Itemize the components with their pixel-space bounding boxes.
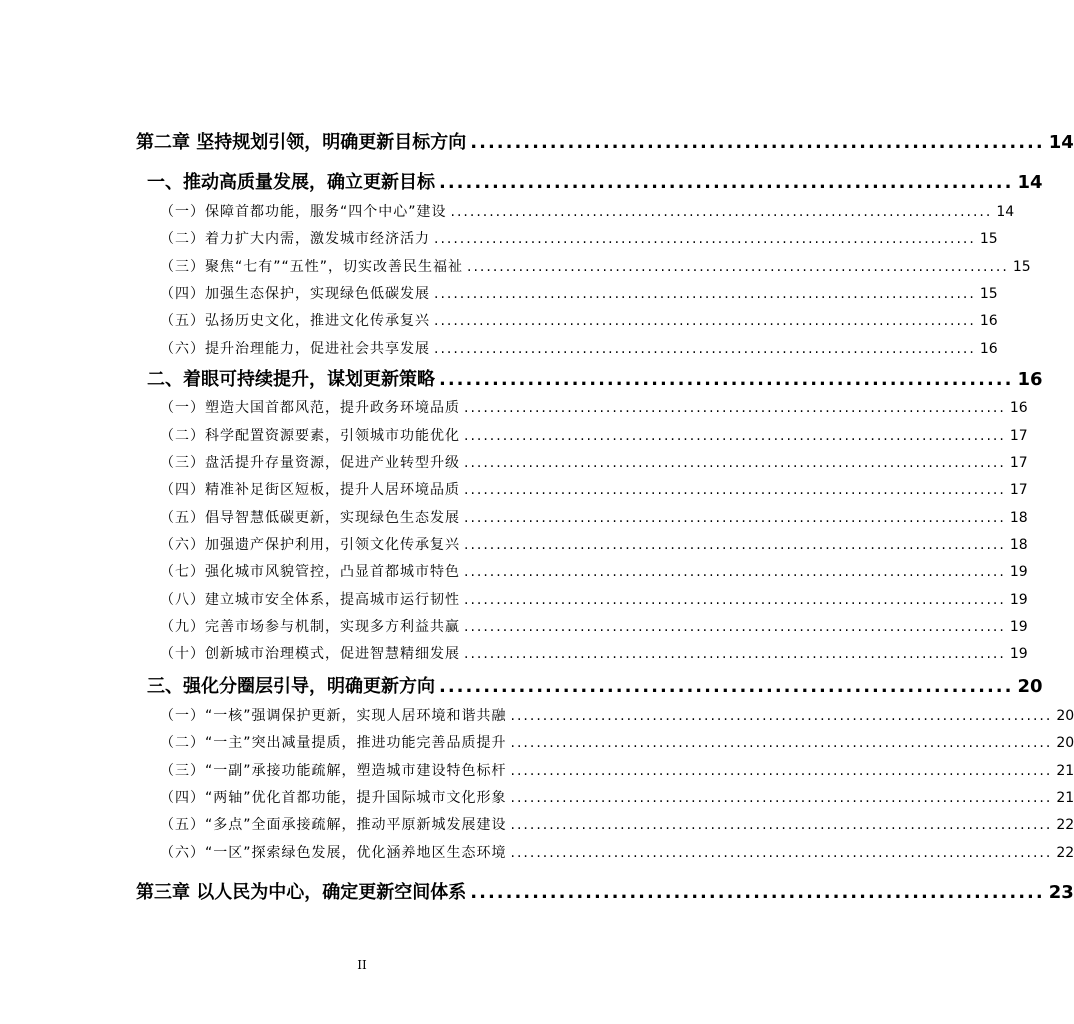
toc-page-number: 20 <box>1056 735 1074 751</box>
toc-page-number: 19 <box>1009 646 1028 662</box>
toc-title: 三、强化分圈层引导，明确更新方向 <box>147 676 435 697</box>
dot-leader: ................................................................. <box>439 676 1014 697</box>
dot-leader: ................................................................. <box>470 132 1045 153</box>
toc-page-number: 14 <box>1048 132 1074 153</box>
toc-title: （三）盘活提升存量资源，促进产业转型升级 <box>160 455 460 471</box>
toc-item[interactable] <box>160 338 998 358</box>
toc-item[interactable] <box>160 201 1015 221</box>
toc-page-number: 16 <box>979 341 998 357</box>
toc-title: （四）精准补足街区短板，提升人居环境品质 <box>160 482 460 498</box>
dot-leader: .................................................................................... <box>510 735 1053 751</box>
toc-item[interactable] <box>160 616 1028 636</box>
toc-item[interactable] <box>160 425 1028 445</box>
dot-leader: .................................................................................... <box>464 510 1006 526</box>
toc-title: 二、着眼可持续提升，谋划更新策略 <box>147 369 435 390</box>
toc-page-number: 16 <box>1017 369 1043 390</box>
toc-section[interactable] <box>147 168 1043 194</box>
toc-chapter[interactable] <box>136 128 1074 154</box>
toc-title: （四）“两轴”优化首都功能，提升国际城市文化形象 <box>160 790 507 806</box>
dot-leader: .................................................................................... <box>464 482 1006 498</box>
dot-leader: .................................................................................... <box>510 763 1053 779</box>
toc-page-number: 16 <box>1009 400 1028 416</box>
toc-page-number: 20 <box>1056 708 1074 724</box>
toc-title: （三）“一副”承接功能疏解，塑造城市建设特色标杆 <box>160 763 507 779</box>
toc-title: （四）加强生态保护，实现绿色低碳发展 <box>160 286 430 302</box>
toc-title: （十）创新城市治理模式，促进智慧精细发展 <box>160 646 460 662</box>
toc-page-number: 21 <box>1056 790 1074 806</box>
dot-leader: ................................................................. <box>439 369 1014 390</box>
toc-item[interactable] <box>160 397 1028 417</box>
toc-title: （三）聚焦“七有”“五性”，切实改善民生福祉 <box>160 259 464 275</box>
dot-leader: .................................................................................... <box>464 619 1006 635</box>
toc-item[interactable] <box>160 507 1028 527</box>
toc-page-number: 15 <box>979 286 998 302</box>
toc-item[interactable] <box>160 228 998 248</box>
toc-title: （六）加强遗产保护利用，引领文化传承复兴 <box>160 537 460 553</box>
toc-item[interactable] <box>160 787 1074 807</box>
dot-leader: .................................................................................... <box>510 790 1053 806</box>
dot-leader: .................................................................................... <box>464 400 1006 416</box>
toc-item[interactable] <box>160 814 1074 834</box>
toc-item[interactable] <box>160 283 998 303</box>
toc-item[interactable] <box>160 479 1028 499</box>
page-footer-number: II <box>357 958 367 972</box>
toc-item[interactable] <box>160 561 1028 581</box>
dot-leader: .................................................................................... <box>467 259 1009 275</box>
dot-leader: .................................................................................... <box>464 646 1006 662</box>
dot-leader: .................................................................................... <box>464 564 1006 580</box>
toc-item[interactable] <box>160 760 1074 780</box>
dot-leader: .................................................................................... <box>464 428 1006 444</box>
toc-item[interactable] <box>160 589 1028 609</box>
dot-leader: .................................................................................... <box>464 592 1006 608</box>
toc-item[interactable] <box>160 534 1028 554</box>
toc-item[interactable] <box>160 643 1028 663</box>
toc-page-number: 17 <box>1009 482 1028 498</box>
toc-item[interactable] <box>160 842 1074 862</box>
dot-leader: .................................................................................... <box>464 455 1006 471</box>
toc-title: （一）“一核”强调保护更新，实现人居环境和谐共融 <box>160 708 507 724</box>
dot-leader: ................................................................. <box>439 172 1014 193</box>
toc-title: （一）塑造大国首都风范，提升政务环境品质 <box>160 400 460 416</box>
toc-page-number: 14 <box>996 204 1015 220</box>
toc-page-number: 19 <box>1009 592 1028 608</box>
dot-leader: .................................................................................... <box>510 708 1053 724</box>
toc-title: 一、推动高质量发展，确立更新目标 <box>147 172 435 193</box>
toc-page-number: 21 <box>1056 763 1074 779</box>
toc-section[interactable] <box>147 365 1043 391</box>
toc-page-number: 17 <box>1009 455 1028 471</box>
toc-chapter[interactable] <box>136 878 1074 904</box>
toc-title: （五）弘扬历史文化，推进文化传承复兴 <box>160 313 430 329</box>
dot-leader: .................................................................................... <box>434 231 976 247</box>
toc-page-number: 20 <box>1017 676 1043 697</box>
toc-page-number: 14 <box>1017 172 1043 193</box>
dot-leader: .................................................................................... <box>510 845 1053 861</box>
toc-title: （二）“一主”突出减量提质，推进功能完善品质提升 <box>160 735 507 751</box>
toc-title: （六）“一区”探索绿色发展，优化涵养地区生态环境 <box>160 845 507 861</box>
toc-page-number: 19 <box>1009 564 1028 580</box>
toc-item[interactable] <box>160 310 998 330</box>
toc-item[interactable] <box>160 705 1074 725</box>
toc-item[interactable] <box>160 256 1031 276</box>
dot-leader: .................................................................................... <box>434 313 976 329</box>
dot-leader: ................................................................. <box>470 882 1045 903</box>
dot-leader: .................................................................................... <box>434 341 976 357</box>
toc-title: （二）着力扩大内需，激发城市经济活力 <box>160 231 430 247</box>
toc-title: （六）提升治理能力，促进社会共享发展 <box>160 341 430 357</box>
toc-title: （七）强化城市风貌管控，凸显首都城市特色 <box>160 564 460 580</box>
toc-page-number: 15 <box>979 231 998 247</box>
toc-page-number: 18 <box>1009 510 1028 526</box>
toc-title: 第二章 坚持规划引领，明确更新目标方向 <box>136 132 467 153</box>
toc-title: （二）科学配置资源要素，引领城市功能优化 <box>160 428 460 444</box>
toc-title: （八）建立城市安全体系，提高城市运行韧性 <box>160 592 460 608</box>
toc-title: （九）完善市场参与机制，实现多方利益共赢 <box>160 619 460 635</box>
toc-section[interactable] <box>147 672 1043 698</box>
toc-page-number: 15 <box>1012 259 1031 275</box>
toc-page-number: 16 <box>979 313 998 329</box>
toc-page-number: 19 <box>1009 619 1028 635</box>
toc-title: 第三章 以人民为中心，确定更新空间体系 <box>136 882 467 903</box>
dot-leader: .................................................................................... <box>434 286 976 302</box>
toc-page-number: 22 <box>1056 817 1074 833</box>
dot-leader: .................................................................................... <box>510 817 1053 833</box>
dot-leader: .................................................................................... <box>450 204 993 220</box>
dot-leader: .................................................................................... <box>464 537 1006 553</box>
toc-item[interactable] <box>160 732 1074 752</box>
toc-page-number: 22 <box>1056 845 1074 861</box>
toc-item[interactable] <box>160 452 1028 472</box>
toc-title: （五）倡导智慧低碳更新，实现绿色生态发展 <box>160 510 460 526</box>
toc-page-number: 17 <box>1009 428 1028 444</box>
toc-title: （五）“多点”全面承接疏解，推动平原新城发展建设 <box>160 817 507 833</box>
toc-page-number: 23 <box>1048 882 1074 903</box>
toc-title: （一）保障首都功能，服务“四个中心”建设 <box>160 204 447 220</box>
toc-page-number: 18 <box>1009 537 1028 553</box>
